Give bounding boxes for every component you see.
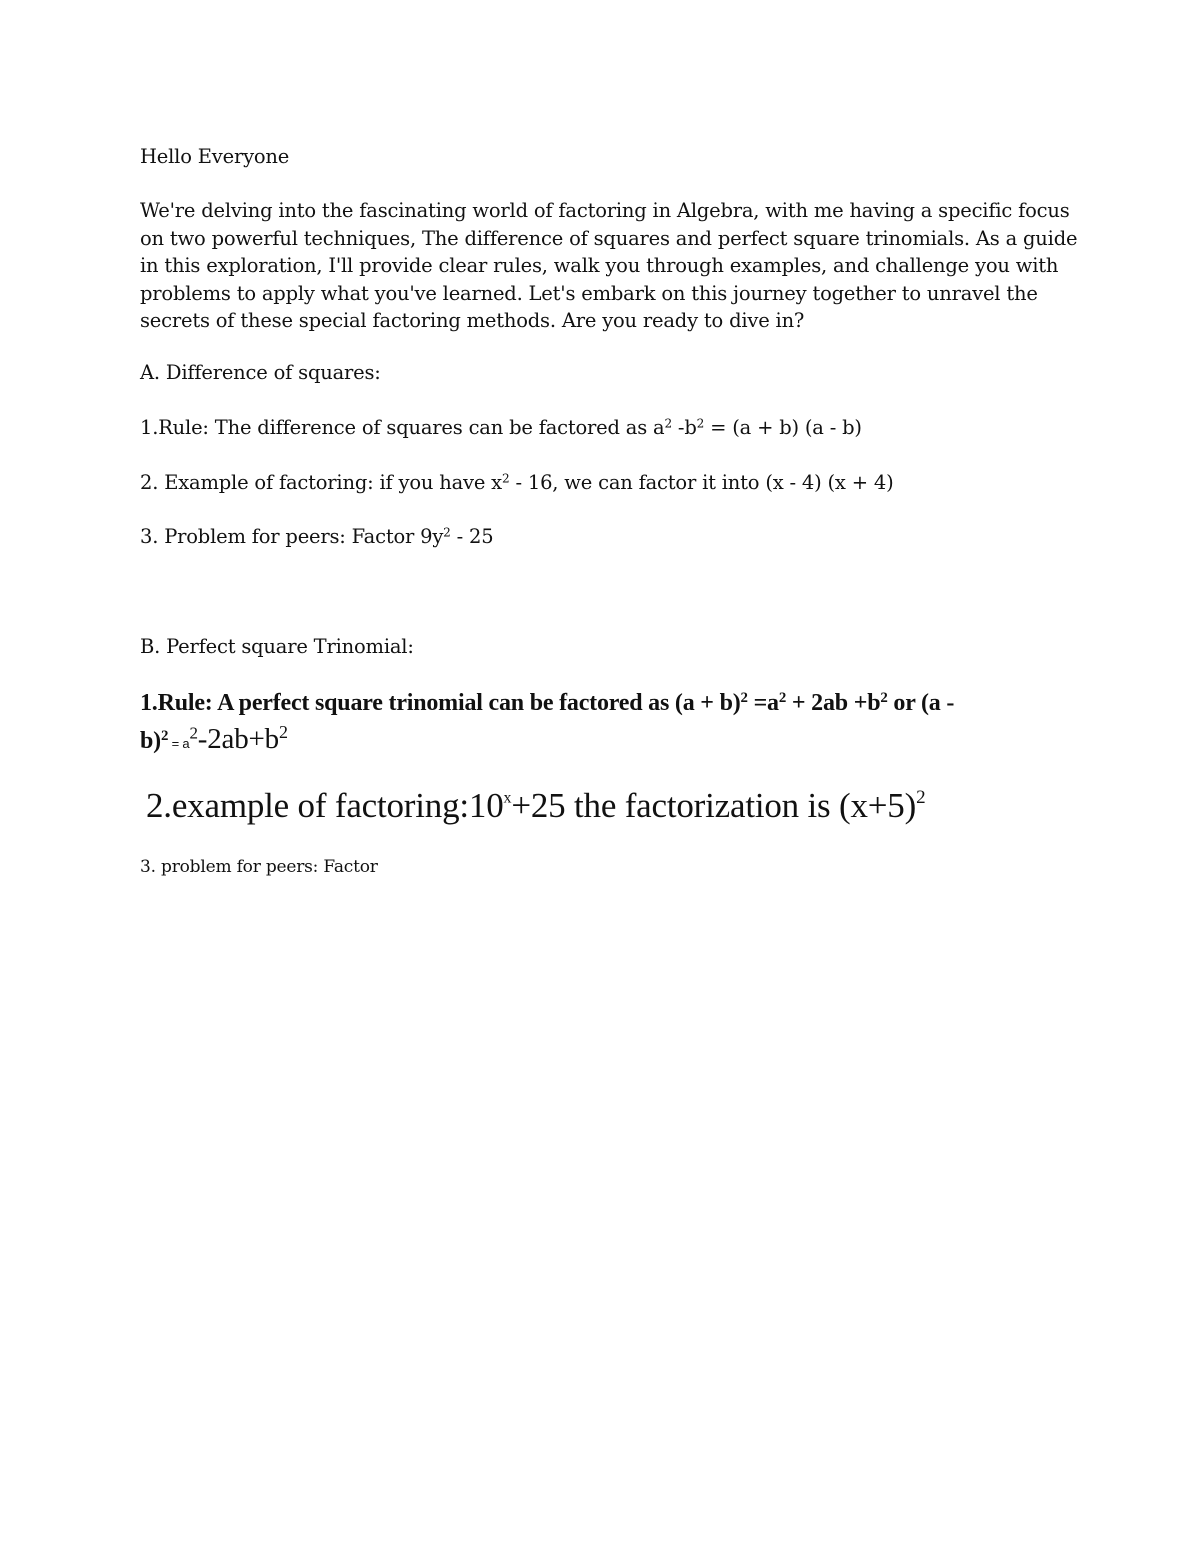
section-a-example: 2. Example of factoring: if you have $x^2 - 16$, we can factor it into (x - 4) (x + 4) xyxy=(140,471,894,494)
section-b-rule-line2: $b)^2 = a^2-2ab+b^2$ xyxy=(140,722,288,755)
section-a-heading: A. Difference of squares: xyxy=(140,361,381,384)
intro-line: secrets of these special factoring methods. Are you ready to dive in? xyxy=(140,309,805,332)
intro-paragraph xyxy=(140,197,1078,335)
intro-line: We're delving into the fascinating world of factoring in Algebra, with me having a specific focus xyxy=(140,199,1070,222)
greeting: Hello Everyone xyxy=(140,145,290,168)
intro-line: problems to apply what you've learned. Let's embark on this journey together to unravel the xyxy=(140,281,1038,305)
section-b-example: 2.example of $factoring:10^x+25$ the factorization is $(x+5)^2$ xyxy=(146,786,926,825)
section-b-heading: B. Perfect square Trinomial: xyxy=(140,635,414,658)
intro-line: on two powerful techniques, The difference of squares and perfect square trinomials. As a guide xyxy=(140,226,1078,250)
intro-line: in this exploration, I'll provide clear rules, walk you through examples, and challenge you with xyxy=(140,254,1059,277)
section-a-rule: 1.Rule: The difference of squares can be factored as $a^2$ $-b^2 = (a + b)$ (a - b) xyxy=(140,416,862,439)
section-a-problem: 3. Problem for peers: Factor $9y^2 - 25$ xyxy=(140,525,494,548)
section-b-rule-line1: 1.Rule: A perfect square trinomial can be factored as $(a + b)^2 =a^2 + 2ab +b^2$ or (a - xyxy=(140,689,955,716)
section-b-problem: 3. problem for peers: Factor xyxy=(140,857,378,877)
